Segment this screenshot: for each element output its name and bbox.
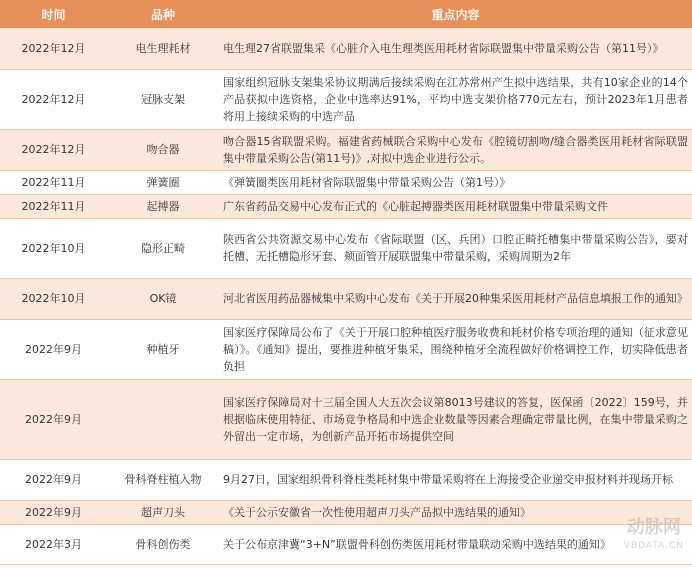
table-row bbox=[0, 69, 692, 129]
cell-content: 广东省药品交易中心发布正式的《心脏起搏器类医用耗材联盟集中带量采购文件 bbox=[219, 194, 692, 218]
header-row bbox=[0, 0, 692, 28]
header-time: 时间 bbox=[0, 0, 107, 28]
cell-time: 2022年9月 bbox=[0, 500, 107, 524]
cell-type: 冠脉支架 bbox=[107, 69, 219, 129]
cell-content: 陕西省公共资源交易中心发布《省际联盟（区、兵团）口腔正畸托槽集中带量采购公告》，要对托槽、无托槽隐形牙套、颊面管开展联盟集中带量采购，采购周期为2年 bbox=[219, 218, 692, 278]
table-header bbox=[0, 0, 692, 28]
watermark-subtext: VBDATA.CN bbox=[623, 541, 684, 551]
cell-type: 骨科创伤类 bbox=[107, 524, 219, 564]
table-row bbox=[0, 170, 692, 194]
cell-time: 2022年12月 bbox=[0, 28, 107, 69]
cell-content: 国家组织冠脉支架集采协议期满后接续采购在江苏常州产生拟中选结果，共有10家企业的14个产品获拟中选资格，企业中选率达91%，平均中选支架价格770元左右，预计2023年1月患者将用上接续采购的中选产品 bbox=[219, 69, 692, 129]
table-row bbox=[0, 218, 692, 278]
header-content: 重点内容 bbox=[219, 0, 692, 28]
cell-content: 吻合器15省联盟采购。福建省药械联合采购中心发布《腔镜切割吻/缝合器类医用耗材省际联盟集中带量采购公告(第11号)》,对拟中选企业进行公示。 bbox=[219, 129, 692, 170]
cell-time: 2022年11月 bbox=[0, 194, 107, 218]
cell-type: 种植牙 bbox=[107, 319, 219, 379]
cell-content: 国家医疗保障局对十三届全国人大五次会议第8013号建议的答复，医保函〔2022〕159号，并根据临床使用特征、市场竞争格局和中选企业数量等因素合理确定带量比例，在集中带量采购之外留出一定市场，为创新产品开拓市场提供空间 bbox=[219, 379, 692, 459]
cell-time: 2022年9月 bbox=[0, 459, 107, 500]
cell-time: 2022年9月 bbox=[0, 379, 107, 459]
cell-content: 河北省医用药品器械集中采购中心发布《关于开展20种集采医用耗材产品信息填报工作的通知》 bbox=[219, 278, 692, 319]
cell-type: OK镜 bbox=[107, 278, 219, 319]
table-row bbox=[0, 28, 692, 69]
cell-type: 骨科脊柱植入物 bbox=[107, 459, 219, 500]
table-body bbox=[0, 28, 692, 564]
cell-time: 2022年12月 bbox=[0, 129, 107, 170]
cell-type bbox=[107, 379, 219, 459]
table-row bbox=[0, 278, 692, 319]
table-row bbox=[0, 459, 692, 500]
cell-time: 2022年9月 bbox=[0, 319, 107, 379]
cell-time: 2022年3月 bbox=[0, 524, 107, 564]
cell-time: 2022年12月 bbox=[0, 69, 107, 129]
watermark-logo bbox=[624, 519, 684, 555]
cell-content: 关于公布京津冀“3+N”联盟骨科创伤类医用耗材带量联动采购中选结果的通知》 bbox=[219, 524, 692, 564]
table-row bbox=[0, 500, 692, 524]
table-row bbox=[0, 319, 692, 379]
cell-content: 《弹簧圈类医用耗材省际联盟集中带量采购公告（第1号）》 bbox=[219, 170, 692, 194]
cell-time: 2022年10月 bbox=[0, 278, 107, 319]
cell-type: 吻合器 bbox=[107, 129, 219, 170]
cell-type: 弹簧圈 bbox=[107, 170, 219, 194]
watermark-text: 动脉网 bbox=[626, 517, 681, 538]
cell-type: 电生理耗材 bbox=[107, 28, 219, 69]
cell-time: 2022年10月 bbox=[0, 218, 107, 278]
cell-content: 国家医疗保障局公布了《关于开展口腔种植医疗服务收费和耗材价格专项治理的通知（征求意见稿）》。《通知》提出，要推进种植牙集采，围绕种植牙全流程做好价格调控工作，切实降低患者负担 bbox=[219, 319, 692, 379]
cell-content: 电生理27省联盟集采《心脏介入电生理类医用耗材省际联盟集中带量采购公告（第11号）》 bbox=[219, 28, 692, 69]
table-row bbox=[0, 194, 692, 218]
header-type: 品种 bbox=[107, 0, 219, 28]
table-row bbox=[0, 524, 692, 564]
table-row bbox=[0, 129, 692, 170]
cell-time: 2022年11月 bbox=[0, 170, 107, 194]
table-row bbox=[0, 379, 692, 459]
cell-type: 超声刀头 bbox=[107, 500, 219, 524]
cell-content: 《关于公示安徽省一次性使用超声刀头产品拟中选结果的通知》 bbox=[219, 500, 692, 524]
cell-type: 隐形正畸 bbox=[107, 218, 219, 278]
cell-type: 起搏器 bbox=[107, 194, 219, 218]
cell-content: 9月27日，国家组织骨科脊柱类耗材集中带量采购将在上海接受企业递交申报材料并现场开标 bbox=[219, 459, 692, 500]
